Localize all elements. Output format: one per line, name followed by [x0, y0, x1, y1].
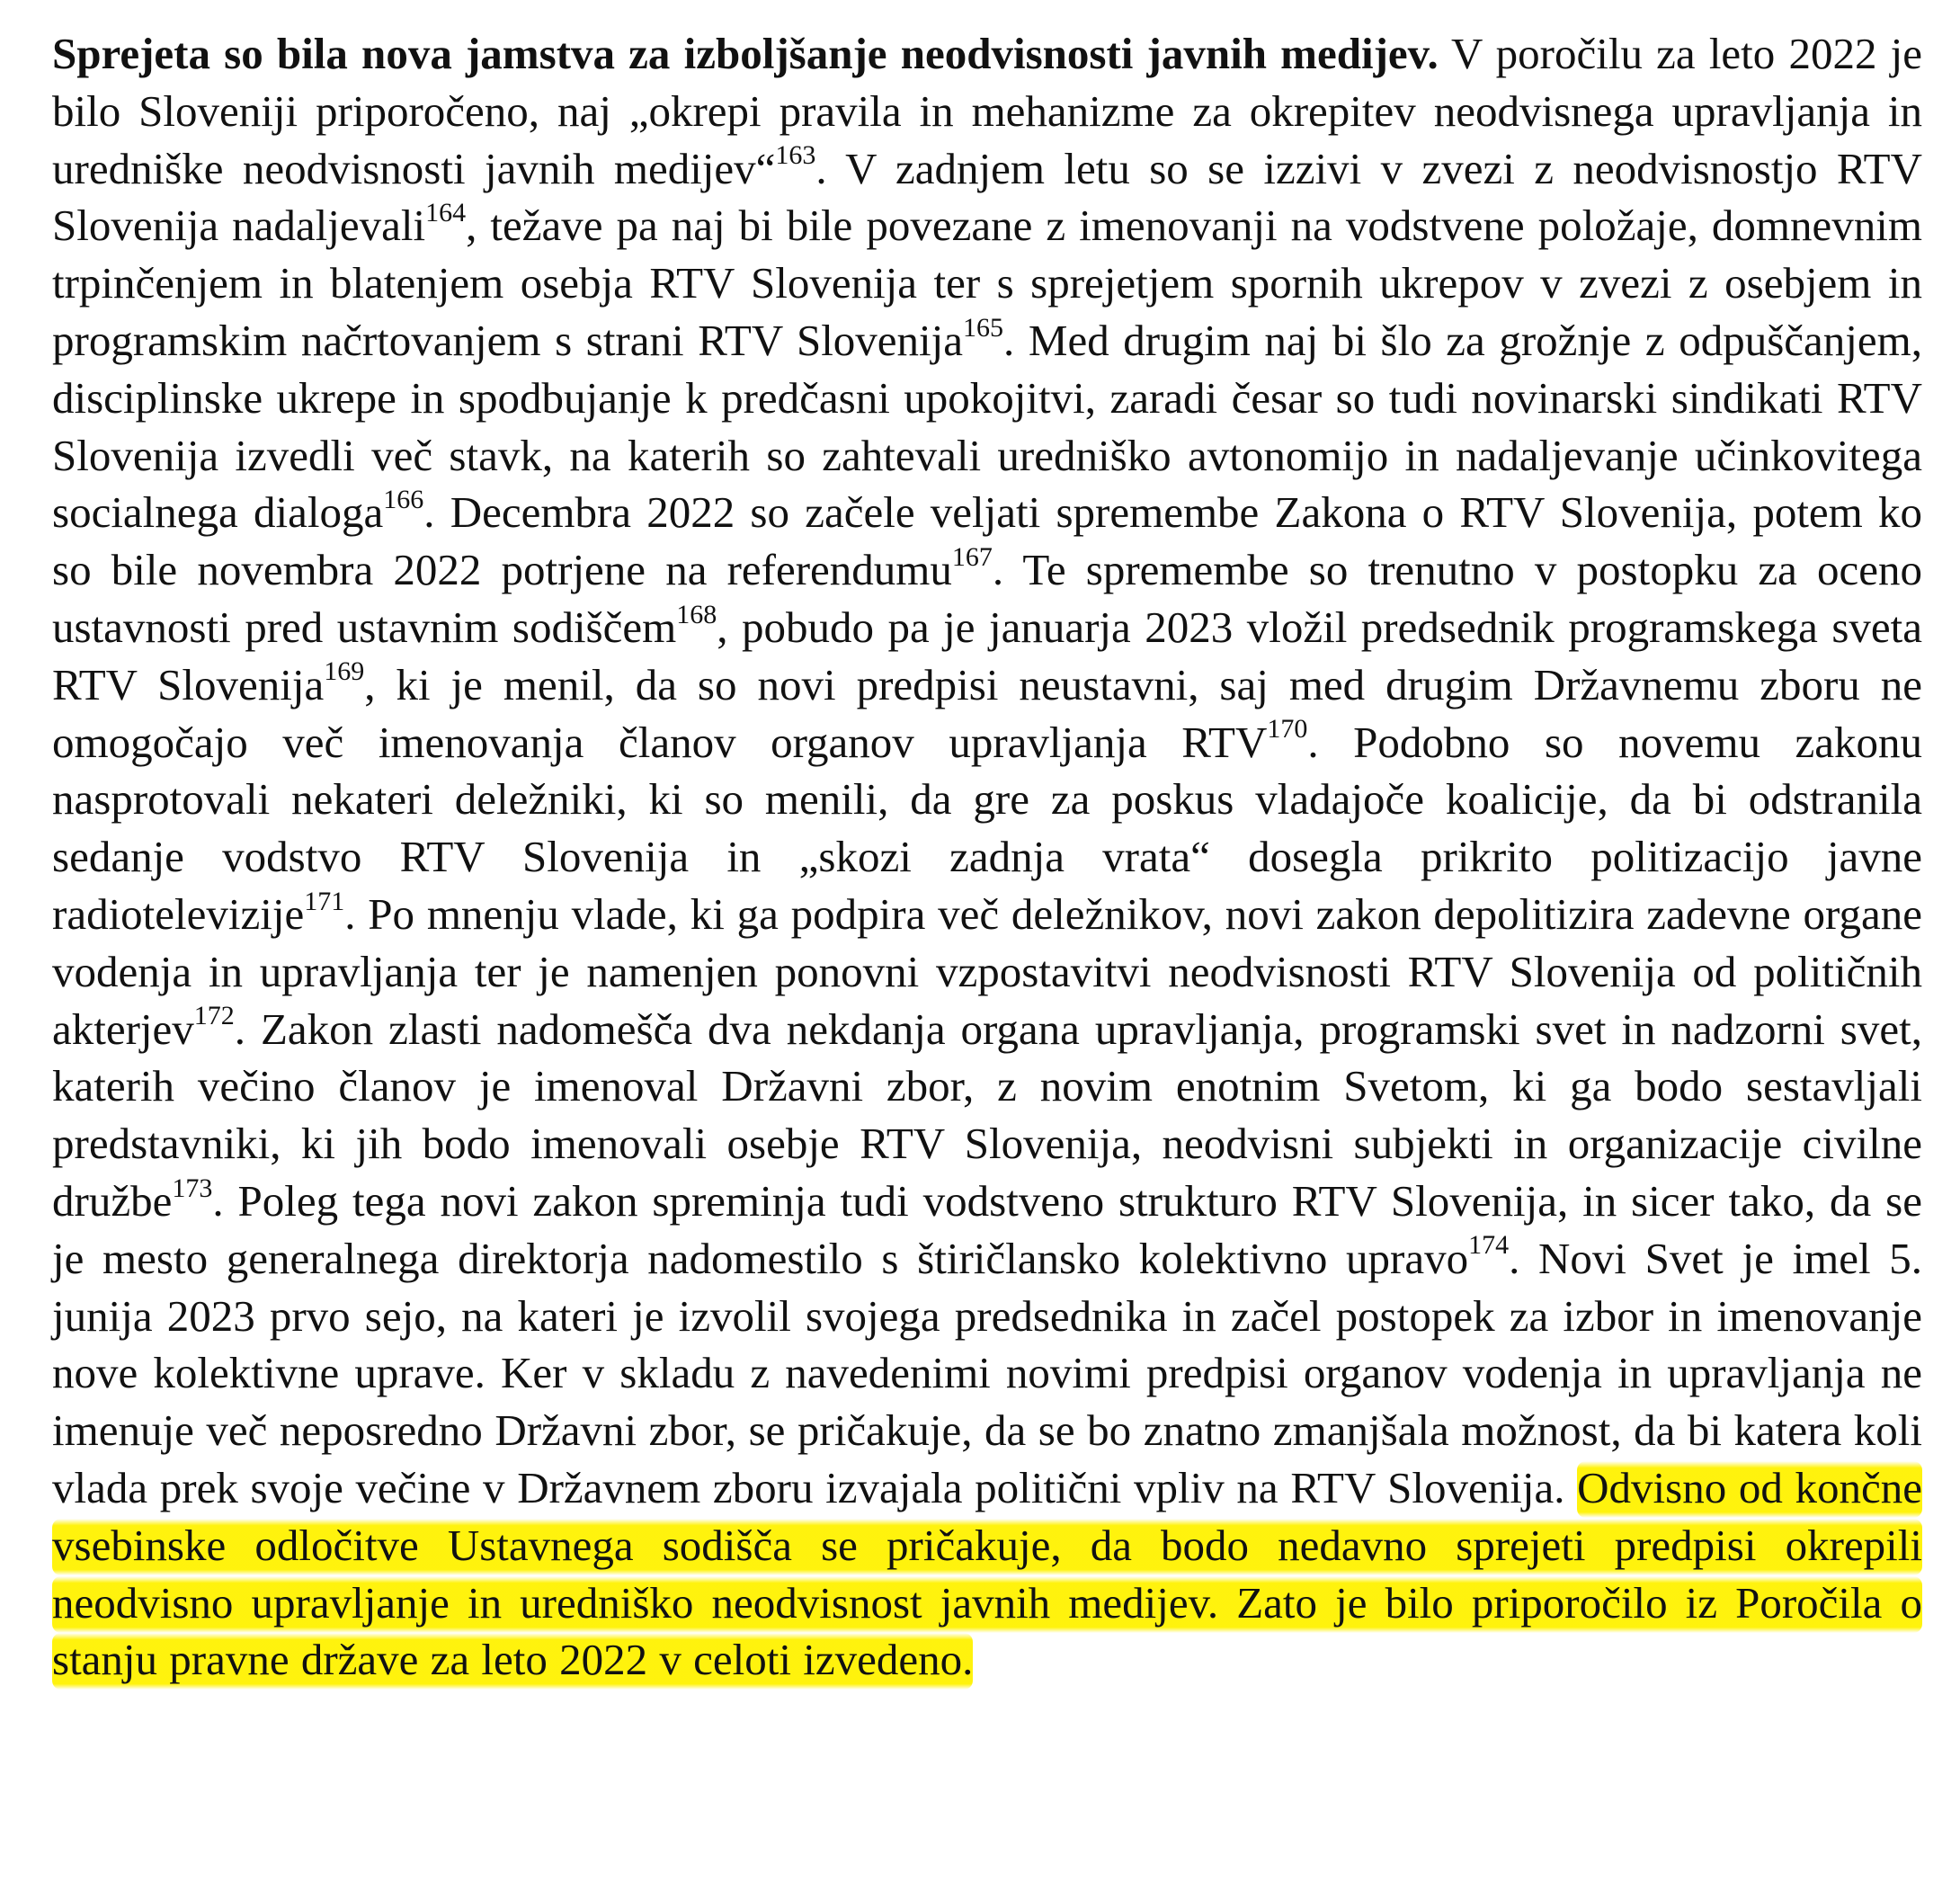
footnote-ref[interactable]: 165	[963, 312, 1004, 343]
text-segment: . Po mnenju vlade, ki ga podpira več deležnikov, novi zakon depolitizira zadevne organe vodenja in upravljanja ter je namenjen ponovni vzpostavitvi neodvisnosti RTV Slovenija od političnih akterjev	[52, 888, 1922, 1054]
text-segment: V poročilu za leto 2022 je bilo Sloveniji priporočeno, naj „okrepi pravila in mehanizme za okrepitev neodvisnega upravljanja in uredniške neodvisnosti javnih medijev“	[52, 29, 1922, 193]
footnote-ref[interactable]: 167	[951, 541, 993, 572]
text-segment: . Zakon zlasti nadomešča dva nekdanja organa upravljanja, programski svet in nadzorni svet, katerih večino članov je imenoval Državni zbor, z novim enotnim Svetom, ki ga bodo sestavljali predstavniki, ki jih bodo imenovali osebje RTV Slovenija, neodvisni subjekti in organizacije civilne družbe	[52, 1003, 1922, 1226]
text-segment: , ki je menil, da so novi predpisi neustavni, saj med drugim Državnemu zboru ne omogočajo več imenovanja članov organov upravljanja RTV	[52, 659, 1923, 767]
lead-sentence: Sprejeta so bila nova jamstva za izboljšanje neodvisnosti javnih medijev.	[52, 29, 1439, 78]
footnote-ref[interactable]: 171	[304, 886, 345, 916]
text-segment: . Decembra 2022 so začele veljati spremembe Zakona o RTV Slovenija, potem ko so bile novembra 2022 potrjene na referendumu	[52, 487, 1923, 595]
text-segment: . Poleg tega novi zakon spreminja tudi vodstveno strukturo RTV Slovenija, in sicer tako, da se je mesto generalnega direktorja nadomestilo s štiričlansko kolektivno upravo	[52, 1175, 1922, 1283]
footnote-ref[interactable]: 174	[1468, 1230, 1510, 1261]
document-page	[52, 25, 1922, 1689]
text-segment: . Podobno so novemu zakonu nasprotovali nekateri deležniki, ki so menili, da gre za poskus vladajoče koalicije, da bi odstranila sedanje vodstvo RTV Slovenija in „skozi zadnja vrata“ dosegla prikrito politizacijo javne radiotelevizije	[52, 717, 1923, 939]
text-segment: . Novi Svet je imel 5. junija 2023 prvo sejo, na kateri je izvolil svojega predsednika in začel postopek za izbor in imenovanje nove kolektivne uprave. Ker v skladu z navedenimi novimi predpisi organov vodenja in upravljanja ne imenuje več neposredno Državni zbor, se pričakuje, da se bo znatno zmanjšala možnost, da bi katera koli vlada prek svoje večine v Državnem zboru izvajala politični vpliv na RTV Slovenija.	[52, 1233, 1922, 1512]
text-segment: , pobudo pa je januarja 2023 vložil predsednik programskega sveta RTV Slovenija	[52, 602, 1922, 709]
footnote-ref[interactable]: 166	[383, 485, 424, 515]
footnote-ref[interactable]: 164	[425, 198, 467, 228]
footnote-ref[interactable]: 172	[193, 1001, 235, 1031]
footnote-ref[interactable]: 173	[172, 1173, 213, 1203]
footnote-ref[interactable]: 169	[324, 656, 365, 687]
text-segment: . Te spremembe so trenutno v postopku za oceno ustavnosti pred ustavnim sodiščem	[52, 545, 1922, 652]
text-segment: , težave pa naj bi bile povezane z imenovanji na vodstvene položaje, domnevnim trpinčenjem in blatenjem osebja RTV Slovenija ter s sprejetjem spornih ukrepov v zvezi z osebjem in programskim načrtovanjem s strani RTV Slovenija	[52, 201, 1922, 365]
footnote-ref[interactable]: 163	[775, 140, 816, 171]
highlighted-conclusion: Odvisno od končne vsebinske odločitve Ustavnega sodišča se pričakuje, da bodo nedavno sprejeti predpisi okrepili neodvisno upravljanje in uredniško neodvisnost javnih medijev. Zato je bilo priporočilo iz Poročila o stanju pravne države za leto 2022 v celoti izvedeno.	[52, 1461, 1922, 1690]
text-segment: . Med drugim naj bi šlo za grožnje z odpuščanjem, disciplinske ukrepe in spodbujanje k predčasni upokojitvi, zaradi česar so tudi novinarski sindikati RTV Slovenija izvedli več stavk, na katerih so zahtevali uredniško avtonomijo in nadaljevanje učinkovitega socialnega dialoga	[52, 315, 1922, 538]
body-paragraph	[52, 25, 1922, 1689]
text-segment: . V zadnjem letu so se izzivi v zvezi z neodvisnostjo RTV Slovenija nadaljevali	[52, 143, 1922, 251]
footnote-ref[interactable]: 168	[676, 599, 717, 629]
footnote-ref[interactable]: 170	[1267, 714, 1308, 745]
